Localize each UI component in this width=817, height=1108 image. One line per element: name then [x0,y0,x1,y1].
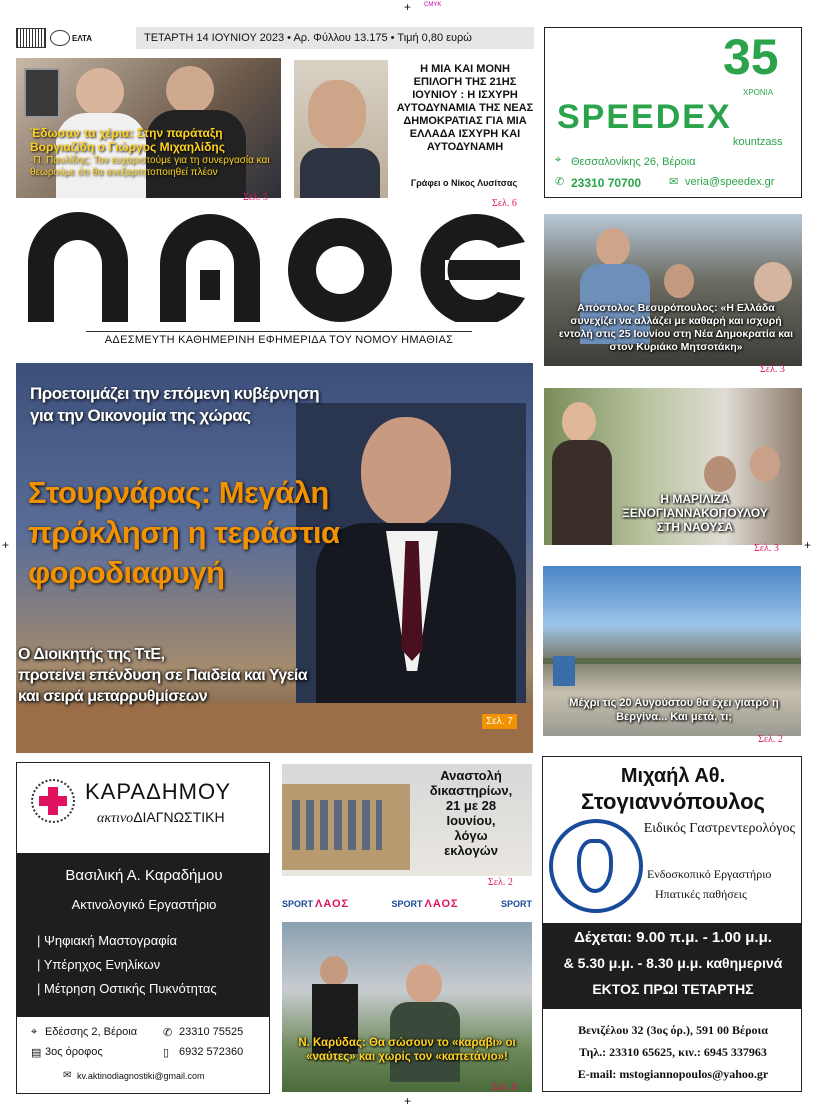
page-ref[interactable]: Σελ. 2 [488,877,513,888]
karadimou-phone2: 6932 572360 [179,1046,244,1058]
main-subtitle-line2: προτείνει επένδυση σε Παιδεία και Υγεία [18,667,308,684]
page-ref[interactable]: Σελ. 8 [492,1082,517,1093]
main-subtitle-line3: και σειρά μεταρρυθμίσεων [18,688,208,705]
masthead-letter-alpha [160,214,260,322]
masthead-letter-lambda [28,212,128,322]
main-kicker-line1: Προετοιμάζει την επόμενη κυβέρνηση [30,384,320,403]
crop-mark-bottom: + [404,1094,412,1108]
doctor-hours2: & 5.30 μ.μ. - 8.30 μ.μ. καθημερινά [563,955,783,971]
elta-logo: ΕΛΤΑ [50,30,92,46]
side2-caption [600,492,790,534]
ad-karadimou[interactable] [16,762,270,1094]
side2-caption-line1: Η ΜΑΡΙΛΙΖΑ [660,492,730,506]
karadimou-lab: Ακτινολογικό Εργαστήριο [71,897,217,912]
main-title-line2: πρόκληση η τεράστια [28,515,340,550]
sport-logo-mark: ΛΑΟΣ [424,898,459,910]
doctor-lab2: Ηπατικές παθήσεις [655,887,747,901]
barcode-icon [16,28,46,48]
speedex-phone: 23310 70700 [571,176,642,190]
karadimou-brand-sub [97,809,225,827]
main-title-line3: φοροδιαφυγή [28,555,225,590]
issue-line: ΤΕΤΑΡΤΗ 14 ΙΟΥΝΙΟΥ 2023 • Αρ. Φύλλου 13.175 • Τιμή 0,80 ευρώ [136,27,534,49]
masthead-title-text [0,0,1,1]
court-line: λόγω [454,828,488,843]
crop-mark-left: + [2,538,10,552]
page-ref[interactable]: Σελ. 2 [758,734,783,745]
phone-icon: ✆ [163,1027,173,1039]
crop-mark-top: + [404,0,412,14]
court-line: 21 με 28 [445,798,497,813]
sport-label: SPORT ΛΑΟΣ [282,898,350,910]
side2-caption-line3: ΣΤΗ ΝΑΟΥΣΑ [656,520,734,534]
speedex-sub: kountzass [733,136,783,148]
phone-icon: ✆ [555,176,565,188]
medical-cross-icon [31,779,75,823]
mail-icon: ✉ [63,1070,72,1081]
ad-speedex[interactable] [544,27,802,198]
main-kicker [30,383,319,427]
story-top2-byline: Γράφει ο Νίκος Λυσίτσας [410,178,518,188]
doctor-hours3: ΕΚΤΟΣ ΠΡΩΙ ΤΕΤΑΡΤΗΣ [592,981,754,997]
story-top2-headline[interactable]: Η ΜΙΑ ΚΑΙ ΜΟΝΗ ΕΠΙΛΟΓΗ ΤΗΣ 21ΗΣ ΙΟΥΝΙΟΥ : Η ΙΣΧΥΡΗ ΑΥΤΟΔΥΝΑΜΙΑ ΤΗΣ ΝΕΑΣ ΔΗΜΟΚΡΑΤΙΑΣ ΓΙΑ ΜΙΑ ΕΛΛΑΔΑ ΙΣΧΥΡΗ ΚΑΙ ΑΥΤΟΔΥΝΑΜΗ [396,63,534,153]
doctor-lab1: Ενδοσκοπικό Εργαστήριο [647,867,772,881]
ad-stogiannopoulos[interactable] [542,756,802,1092]
photo-portrait [294,60,388,198]
sport-label: SPORT ΛΑΟΣ [391,898,459,910]
masthead-letter-sigma [421,214,525,322]
mobile-icon: ▯ [163,1047,170,1059]
main-title[interactable] [28,473,340,593]
story-top1-quote: -Π. Παυλίδης: Τον ευχαριστούμε για τη συνεργασία και θεωρούμε ότι θα ανεξαρτητοποιηθεί πλέον [30,155,270,178]
karadimou-phone1: 23310 75525 [179,1026,244,1038]
location-icon: ⌖ [31,1026,38,1038]
main-subtitle [18,644,307,707]
main-subtitle-line1: Ο Διοικητής της ΤτΕ, [18,646,165,663]
masthead-tagline: ΑΔΕΣΜΕΥΤΗ ΚΑΘΗΜΕΡΙΝΗ ΕΦΗΜΕΡΙΔΑ ΤΟΥ ΝΟΜΟΥ ΗΜΑΘΙΑΣ [86,331,472,346]
stomach-icon [549,819,643,913]
court-line: Ιουνίου, [446,813,496,828]
crop-mark-right: + [804,538,812,552]
main-kicker-line2: για την Οικονομία της χώρας [30,406,251,425]
main-page-ref[interactable]: Σελ. 7 [482,714,517,729]
sport-logo-mark: ΛΑΟΣ [315,898,350,910]
karadimou-brand-sub-main: ΔΙΑΓΝΩΣΤΙΚΗ [133,809,225,825]
speedex-brand: SPEEDEX [557,98,732,136]
karadimou-name: Βασιλική Α. Καραδήμου [65,867,223,884]
location-icon: ⌖ [555,154,562,166]
side1-caption: Απόστολος Βεσυρόπουλος: «Η Ελλάδα συνεχίζει να αλλάζει με καθαρή και ισχυρή εντολή στις 25 Ιουνίου στη Νέα Δημοκρατία και στον Κυριάκο Μητσοτάκη» [558,302,794,353]
court-text[interactable] [412,768,530,858]
photo-karydas[interactable] [282,922,532,1092]
court-line: Αναστολή [440,768,502,783]
doctor-hours1: Δέχεται: 9.00 π.μ. - 1.00 μ.μ. [574,929,772,946]
doctor-email: E-mail: mstogiannopoulos@yahoo.gr [577,1067,769,1081]
cmyk-mark: CMYK [424,2,442,8]
page-ref[interactable]: Σελ. 3 [760,364,785,375]
side2-caption-line2: ΞΕΝΟΓΙΑΝΝΑΚΟΠΟΥΛΟΥ [622,506,768,520]
doctor-specialty: Ειδικός Γαστρεντερολόγος [643,821,795,836]
karadimou-email: kv.aktinodiagnostiki@gmail.com [77,1071,205,1081]
masthead-logo[interactable] [20,212,528,322]
main-title-line1: Στουρνάρας: Μεγάλη [28,475,329,510]
speedex-address: Θεσσαλονίκης 26, Βέροια [571,156,696,168]
karadimou-service: | Ψηφιακή Μαστογραφία [37,933,178,948]
sport-strip [282,894,532,914]
page-ref[interactable]: Σελ. 6 [492,198,517,209]
doctor-phones: Τηλ.: 23310 65625, κιν.: 6945 337963 [579,1045,767,1059]
side3-caption: Μέχρι τις 20 Αυγούστου θα έχει γιατρό η Βεργίνα... Και μετά, τι; [569,697,779,723]
story-top1-headline[interactable]: Έδωσαν τα χέρια: Στην παράταξη Βοργιαζίδη ο Γιώργος Μιχαηλίδης [30,126,225,154]
karadimou-address: Εδέσσης 2, Βέροια [45,1026,138,1038]
header-logos [16,27,134,49]
speedex-email: veria@speedex.gr [685,176,775,188]
karadimou-brand-sub-italic: ακτινο [97,811,134,826]
page-ref[interactable]: Σελ. 3 [754,543,779,554]
mail-icon: ✉ [669,176,679,188]
court-line: εκλογών [444,843,498,858]
page-ref[interactable]: Σελ. 5 [243,192,268,203]
anniversary-number: 35 [723,29,779,85]
doctor-name-line2: Στογιαννόπουλος [581,789,765,814]
building-icon: ▤ [31,1047,42,1059]
doctor-name-line1: Μιχαήλ Αθ. [620,765,726,787]
karadimou-service: | Υπέρηχος Ενηλίκων [37,957,161,972]
karadimou-brand: ΚΑΡΑΔΗΜΟΥ [85,779,232,804]
court-line: δικαστηρίων, [429,783,513,798]
karadimou-service: | Μέτρηση Οστικής Πυκνότητας [37,981,217,996]
doctor-address: Βενιζέλου 32 (3ος όρ.), 591 00 Βέροια [578,1023,768,1037]
sport-caption: Ν. Καρύδας: Θα σώσουν το «καράβι» οι «ναύτες» και χωρίς τον «καπετάνιο»! [298,1037,516,1063]
sport-label: SPORT [500,899,532,909]
anniversary-word: ΧΡΟΝΙΑ [743,88,774,97]
karadimou-floor: 3ος όροφος [45,1046,103,1058]
